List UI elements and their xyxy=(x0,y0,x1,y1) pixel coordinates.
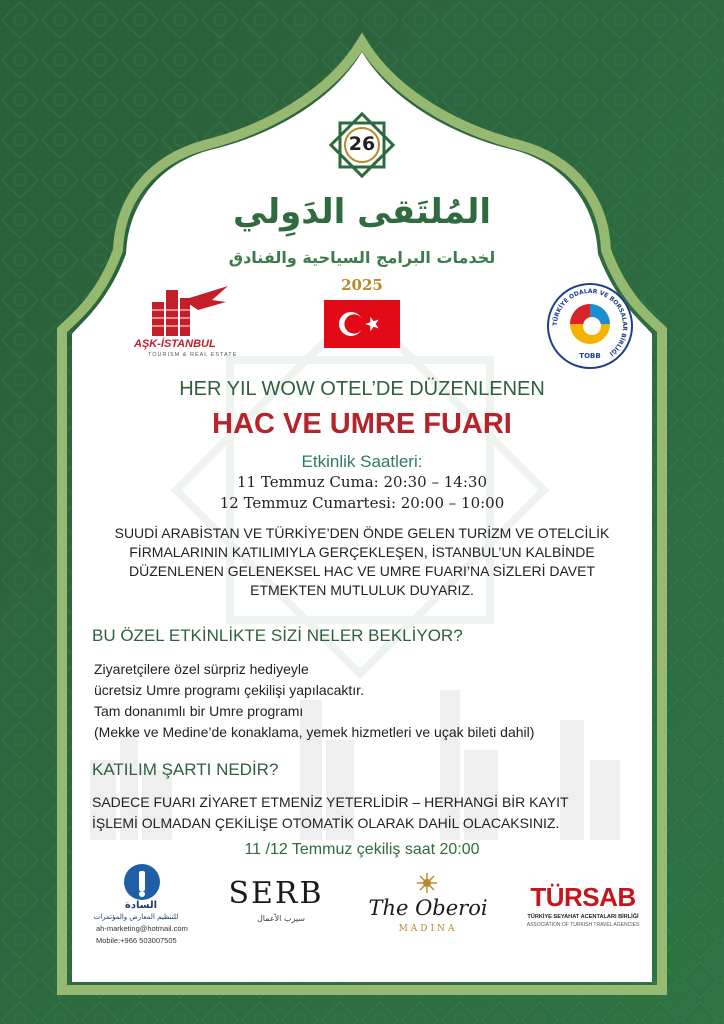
arabic-subtitle: لخدمات البرامج السياحية والفنادق xyxy=(228,248,496,267)
tobb-ring-text: TÜRKİYE ODALAR VE BORSALAR BİRLİĞİ xyxy=(551,287,629,357)
invitation-line: ETMEKTEN MUTLULUK DUYARIZ. xyxy=(250,582,474,598)
condition-line: SADECE FUARI ZİYARET ETMENİZ YETERLİDİR – HERHANGİ BİR KAYIT xyxy=(92,794,569,810)
schedule-day-2: 12 Temmuz Cumartesi: 20:00 – 10:00 xyxy=(219,494,505,512)
event-name: HAC VE UMRE FUARI xyxy=(212,408,512,440)
oberoi-logo: The Oberoi xyxy=(368,896,488,920)
ask-istanbul-tagline: TOURISM & REAL ESTATE xyxy=(148,352,238,358)
invitation-line: DÜZENLENEN GELENEKSEL HAC VE UMRE FUARI’NA SİZLERİ DAVET xyxy=(129,563,595,579)
alsada-email: ah-marketing@hotmail.com xyxy=(96,924,188,933)
draw-time: 11 /12 Temmuz çekiliş saat 20:00 xyxy=(244,841,480,858)
condition-heading: KATILIM ŞARTI NEDİR? xyxy=(92,760,279,779)
tobb-abbr: TOBB xyxy=(579,352,601,360)
serb-logo: SERB xyxy=(228,876,324,911)
alsada-logo-icon xyxy=(120,862,164,902)
schedule-label: Etkinlik Saatleri: xyxy=(301,452,423,471)
arabic-title: المُلتَقى الدَوِلي xyxy=(232,192,492,232)
condition-line: İŞLEMİ OLMADAN ÇEKİLİŞE OTOMATİK OLARAK DAHİL OLACAKSINIZ. xyxy=(92,815,560,831)
year: 2025 xyxy=(341,276,383,294)
expect-line: Tam donanımlı bir Umre programı xyxy=(94,703,304,719)
alsada-phone: Mobile:+966 503007505 xyxy=(96,936,177,945)
serb-subtitle: سيرب الأعمال xyxy=(256,914,306,923)
expect-line: (Mekke ve Medine’de konaklama, yemek hizmetleri ve uçak bileti dahil) xyxy=(94,724,535,740)
expect-list xyxy=(94,659,654,743)
oberoi-city: MADINA xyxy=(398,924,458,934)
tursab-logo: TÜRSAB xyxy=(530,882,636,912)
invitation-paragraph xyxy=(90,524,634,600)
expect-line: ücretsiz Umre programı çekilişi yapılacaktır. xyxy=(94,682,364,698)
intro-line: HER YIL WOW OTEL’DE DÜZENLENEN xyxy=(179,378,545,400)
ask-istanbul-logo xyxy=(138,280,232,342)
schedule-day-1: 11 Temmuz Cuma: 20:30 – 14:30 xyxy=(237,473,487,491)
alsada-name: السادة xyxy=(124,900,158,911)
alsada-subtitle: للتنظيم المعارض والمؤتمرات xyxy=(93,913,179,921)
invitation-line: FİRMALARININ KATILIMIYLA GERÇEKLEŞEN, İSTANBUL’UN KALBİNDE xyxy=(129,544,595,560)
ask-istanbul-name: AŞK-İSTANBUL xyxy=(134,338,216,350)
invitation-line: SUUDİ ARABİSTAN VE TÜRKİYE’DEN ÖNDE GELEN TURİZM VE OTELCİLİK xyxy=(114,525,610,541)
expect-line: Ziyaretçilere özel sürpriz hediyeyle xyxy=(94,661,309,677)
condition-text xyxy=(92,792,652,834)
tursab-line1: TÜRKİYE SEYAHAT ACENTALARI BİRLİĞİ xyxy=(527,914,639,920)
expect-heading: BU ÖZEL ETKİNLİKTE SİZİ NELER BEKLİYOR? xyxy=(92,626,463,645)
oberoi-emblem-icon xyxy=(416,872,438,894)
edition-number: 26 xyxy=(348,133,376,155)
tursab-line2: ASSOCIATION OF TURKISH TRAVEL AGENCIES xyxy=(526,922,640,928)
turkey-flag-icon xyxy=(324,300,400,348)
